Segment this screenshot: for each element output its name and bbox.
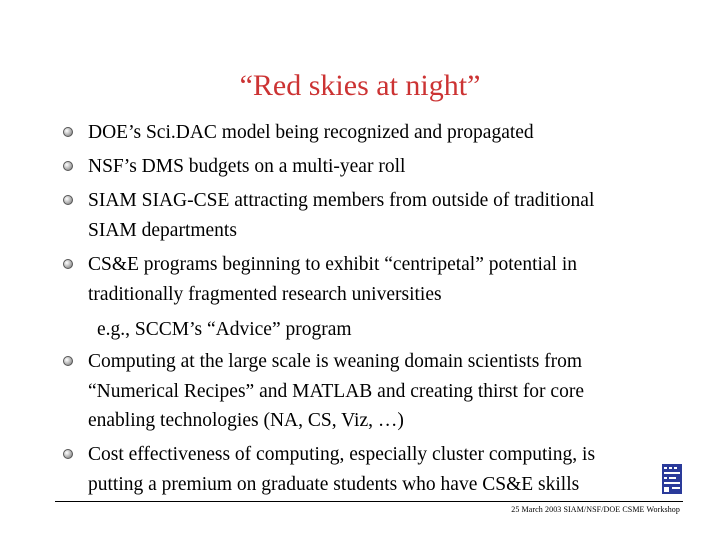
- bullet-text: SIAM SIAG-CSE attracting members from outside of traditional SIAM departments: [88, 190, 595, 241]
- bullet-dot-icon: [63, 161, 73, 171]
- bullet-text: DOE’s Sci.DAC model being recognized and propagated: [88, 122, 534, 143]
- bullet-text: Cost effectiveness of computing, especially cluster computing, is putting a premium on graduate students who have CS&E skills: [88, 444, 596, 495]
- bullet-dot-icon: [63, 127, 73, 137]
- bullet-text: NSF’s DMS budgets on a multi-year roll: [88, 156, 406, 177]
- institution-logo-icon: [660, 462, 684, 496]
- bullet-text: Computing at the large scale is weaning domain scientists from “Numerical Recipes” and MATLAB and creating thirst for core enabling technologies (NA, CS, Viz, …): [88, 351, 584, 431]
- footer-text: 25 March 2003 SIAM/NSF/DOE CSME Workshop: [511, 505, 680, 514]
- bullet-dot-icon: [63, 449, 73, 459]
- bullet-text: CS&E programs beginning to exhibit “centripetal” potential in traditionally fragmented research universities: [88, 254, 578, 305]
- bullet-dot-icon: [63, 195, 73, 205]
- sub-item: e.g., SCCM’s “Advice” program: [97, 319, 352, 340]
- footer-divider: [55, 501, 683, 502]
- slide-title: “Red skies at night”: [239, 69, 481, 102]
- bullet-dot-icon: [63, 259, 73, 269]
- bullet-dot-icon: [63, 356, 73, 366]
